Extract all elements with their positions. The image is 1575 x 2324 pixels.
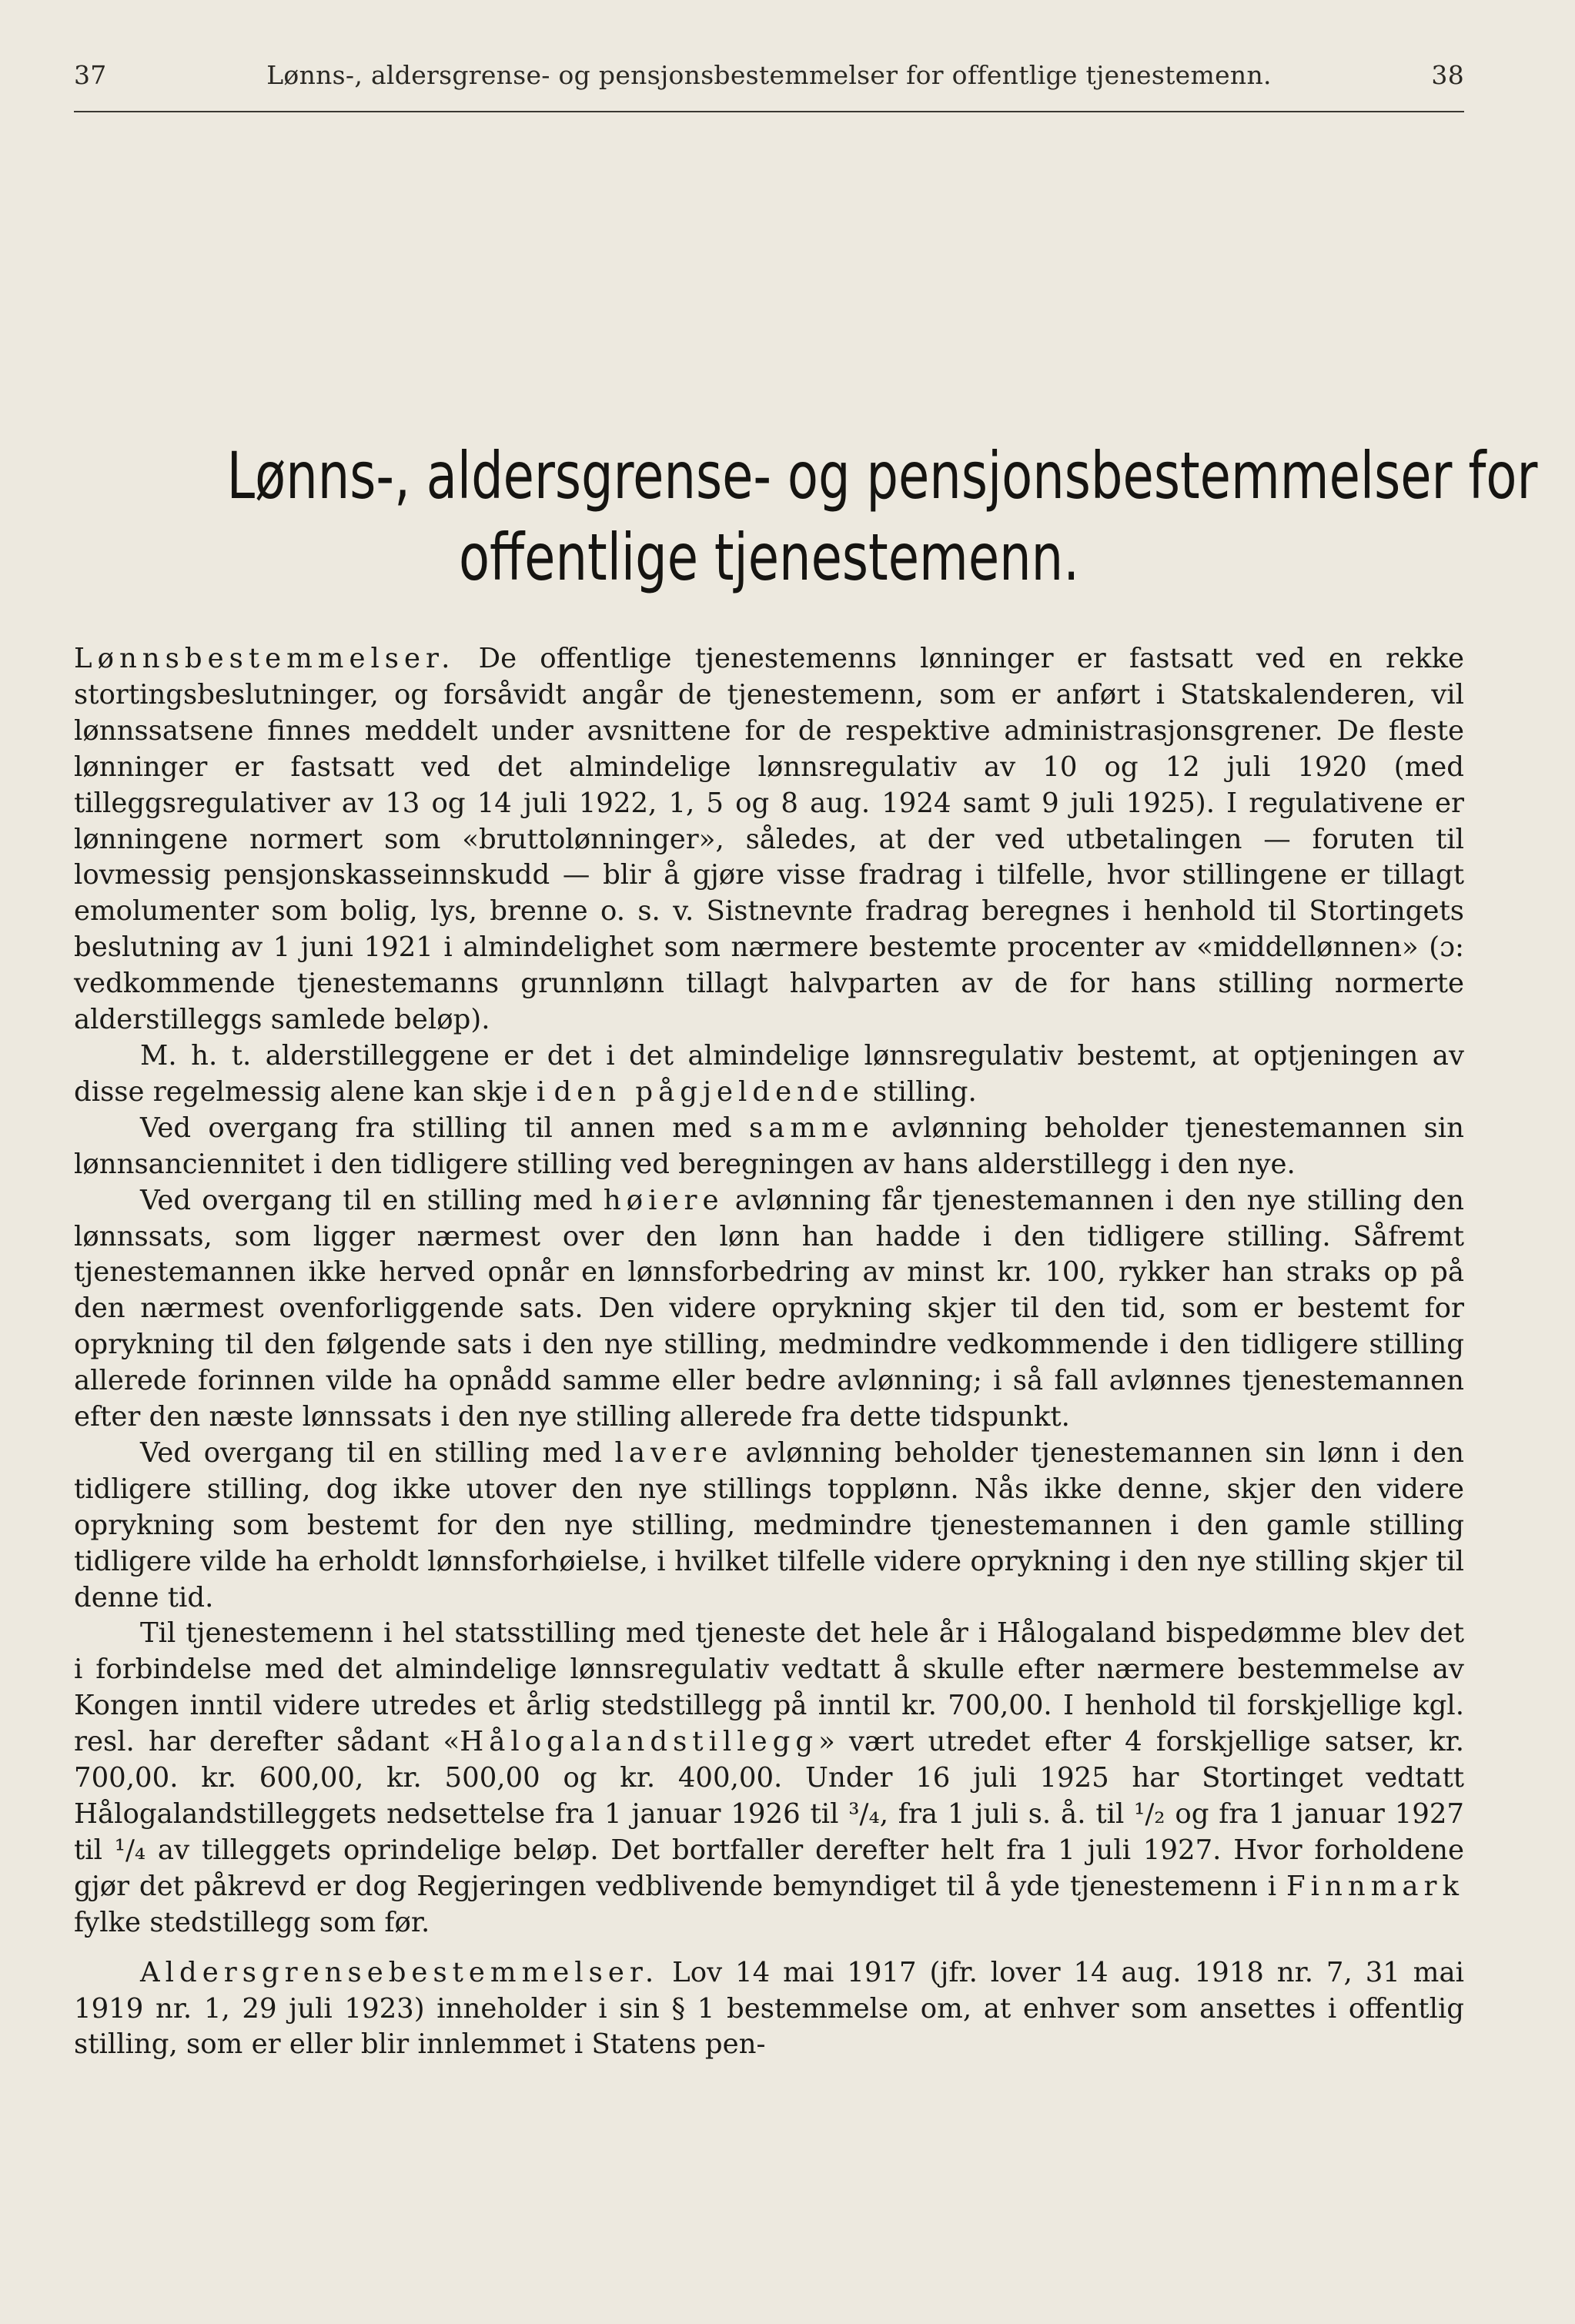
emphasis-text: lavere	[614, 1436, 734, 1469]
running-header	[74, 60, 1464, 90]
paragraph-text: avlønning beholder tjenestemannen sin lønnsanciennitet i den tidligere stilling ved beregningen av hans alderstillegg i den nye.	[74, 1112, 1464, 1180]
paragraph-lavere-avlonning	[74, 1436, 1464, 1617]
paragraph-text: Til tjenestemenn i hel statsstilling med tjeneste det hele år i Hålogaland bispedømme blev det i forbindelse med det almindelige lønnsregulativ vedtatt å skulle efter nærmere bestemmelse av Kongen inntil videre utredes et årlig stedstillegg på inntil kr. 700,00. I henhold til forskjellige kgl. resl. har derefter sådant «	[74, 1617, 1464, 1758]
running-title: Lønns-, aldersgrense- og pensjonsbestemmelser for offentlige tjenestemenn.	[266, 60, 1272, 90]
emphasis-text: Hålogalandstillegg	[460, 1726, 819, 1758]
page-title-line-2: offentlige tjenestemenn.	[458, 520, 1080, 595]
paragraph-hoiere-avlonning	[74, 1183, 1464, 1436]
emphasis-text: høiere	[603, 1184, 724, 1216]
paragraph-text: De offentlige tjenestemenns lønninger er fastsatt ved en rekke stortingsbeslutninger, og forsåvidt angår de tjenestemenn, som er anført i Statskalenderen, vil lønnssatsene finnes meddelt under avsnittene for de respektive administrasjonsgrener. De fleste lønninger er fastsatt ved det almindelige lønnsregulativ av 10 og 12 juli 1920 (med tilleggsregulativer av 13 og 14 juli 1922, 1, 5 og 8 aug. 1924 samt 9 juli 1925). I regulativene er lønningene normert som «bruttolønninger», således, at der ved utbetalingen — foruten til lovmessig pensjonskasseinnskudd — blir å gjøre visse fradrag i tilfelle, hvor stillingene er tillagt emolumenter som bolig, lys, brenne o. s. v. Sistnevnte fradrag beregnes i henhold til Stortingets beslutning av 1 juni 1921 i almindelighet som nærmere bestemte procenter av «middellønnen» (ɔ: vedkommende tjenestemanns grunnlønn tillagt halvparten av de for hans stilling normerte alderstilleggs samlede beløp).	[74, 643, 1464, 1036]
paragraph-text: avlønning får tjenestemannen i den nye stilling den lønnssats, som ligger nærmest over den lønn han hadde i den tidligere stilling. Såfremt tjenestemannen ikke herved opnår en lønnsforbedring av minst kr. 100, rykker han straks op på den nærmest ovenforliggende sats. Den videre oprykning skjer til den tid, som er bestemt for oprykning til den følgende sats i den nye stilling, medmindre vedkommende i den tidligere stilling allerede forinnen vilde ha opnådd samme eller bedre avlønning; i så fall avlønnes tjenestemannen efter den næste lønnssats i den nye stilling allerede fra dette tidspunkt.	[74, 1184, 1465, 1433]
section-lead: Lønnsbestemmelser.	[74, 643, 456, 674]
paragraph-text: stilling.	[864, 1075, 977, 1108]
emphasis-text: den pågjeldende	[553, 1075, 864, 1108]
page-number-left: 37	[74, 60, 107, 90]
paragraph-text: » vært utredet efter 4 forskjellige satser, kr. 700,00. kr. 600,00, kr. 500,00 og kr. 400,00. Under 16 juli 1925 har Stortinget vedtatt Hålogalandstilleggets nedsettelse fra 1 januar 1926 til ³/₄, fra 1 juli s. å. til ¹/₂ og fra 1 januar 1927 til ¹/₄ av tilleggets oprindelige beløp. Det bortfaller derefter helt fra 1 juli 1927. Hvor forholdene gjør det påkrevd er dog Regjeringen vedblivende bemyndiget til å yde tjenestemenn i	[74, 1726, 1464, 1902]
paragraph-text: avlønning beholder tjenestemannen sin lønn i den tidligere stilling, dog ikke utover den nye stillings topplønn. Nås ikke denne, skjer den videre oprykning som bestemt for den nye stilling, medmindre tjenestemannen i den gamle stilling tidligere vilde ha erholdt lønnsforhøielse, i hvilket tilfelle videre oprykning i den nye stilling skjer til denne tid.	[74, 1436, 1464, 1613]
paragraph-halogalandstillegg	[74, 1616, 1464, 1941]
paragraph-text: Ved overgang til en stilling med	[140, 1436, 615, 1469]
page-number-right: 38	[1431, 60, 1464, 90]
body-text	[74, 641, 1464, 2063]
paragraph-text: Ved overgang til en stilling med	[140, 1184, 604, 1216]
paragraph-text: M. h. t. alderstilleggene er det i det almindelige lønnsregulativ bestemt, at optjeningen av disse regelmessig alene kan skje i	[74, 1039, 1464, 1108]
paragraph-alderstillegg	[74, 1038, 1464, 1111]
page-title	[226, 435, 1538, 598]
page-title-line-1: Lønns-, aldersgrense- og pensjonsbestemmelser for	[226, 438, 1538, 513]
paragraph-text: fylke stedstillegg som før.	[74, 1906, 430, 1938]
paragraph-text: Lov 14 mai 1917 (jfr. lover 14 aug. 1918 nr. 7, 31 mai 1919 nr. 1, 29 juli 1923) inneholder i sin § 1 bestemmelse om, at enhver som ansettes i offentlig stilling, som er eller blir innlemmet i Statens pen-	[74, 1956, 1464, 2061]
emphasis-text: Finnmark	[1286, 1870, 1464, 1902]
paragraph-lonnsbestemmelser	[74, 641, 1464, 1038]
paragraph-aldersgrensebestemmelser	[74, 1955, 1464, 2064]
emphasis-text: samme	[748, 1112, 874, 1144]
paragraph-text: Ved overgang fra stilling til annen med	[140, 1112, 749, 1144]
section-lead: Aldersgrensebestemmelser.	[140, 1956, 660, 1988]
header-rule	[74, 111, 1464, 112]
paragraph-samme-avlonning	[74, 1111, 1464, 1183]
